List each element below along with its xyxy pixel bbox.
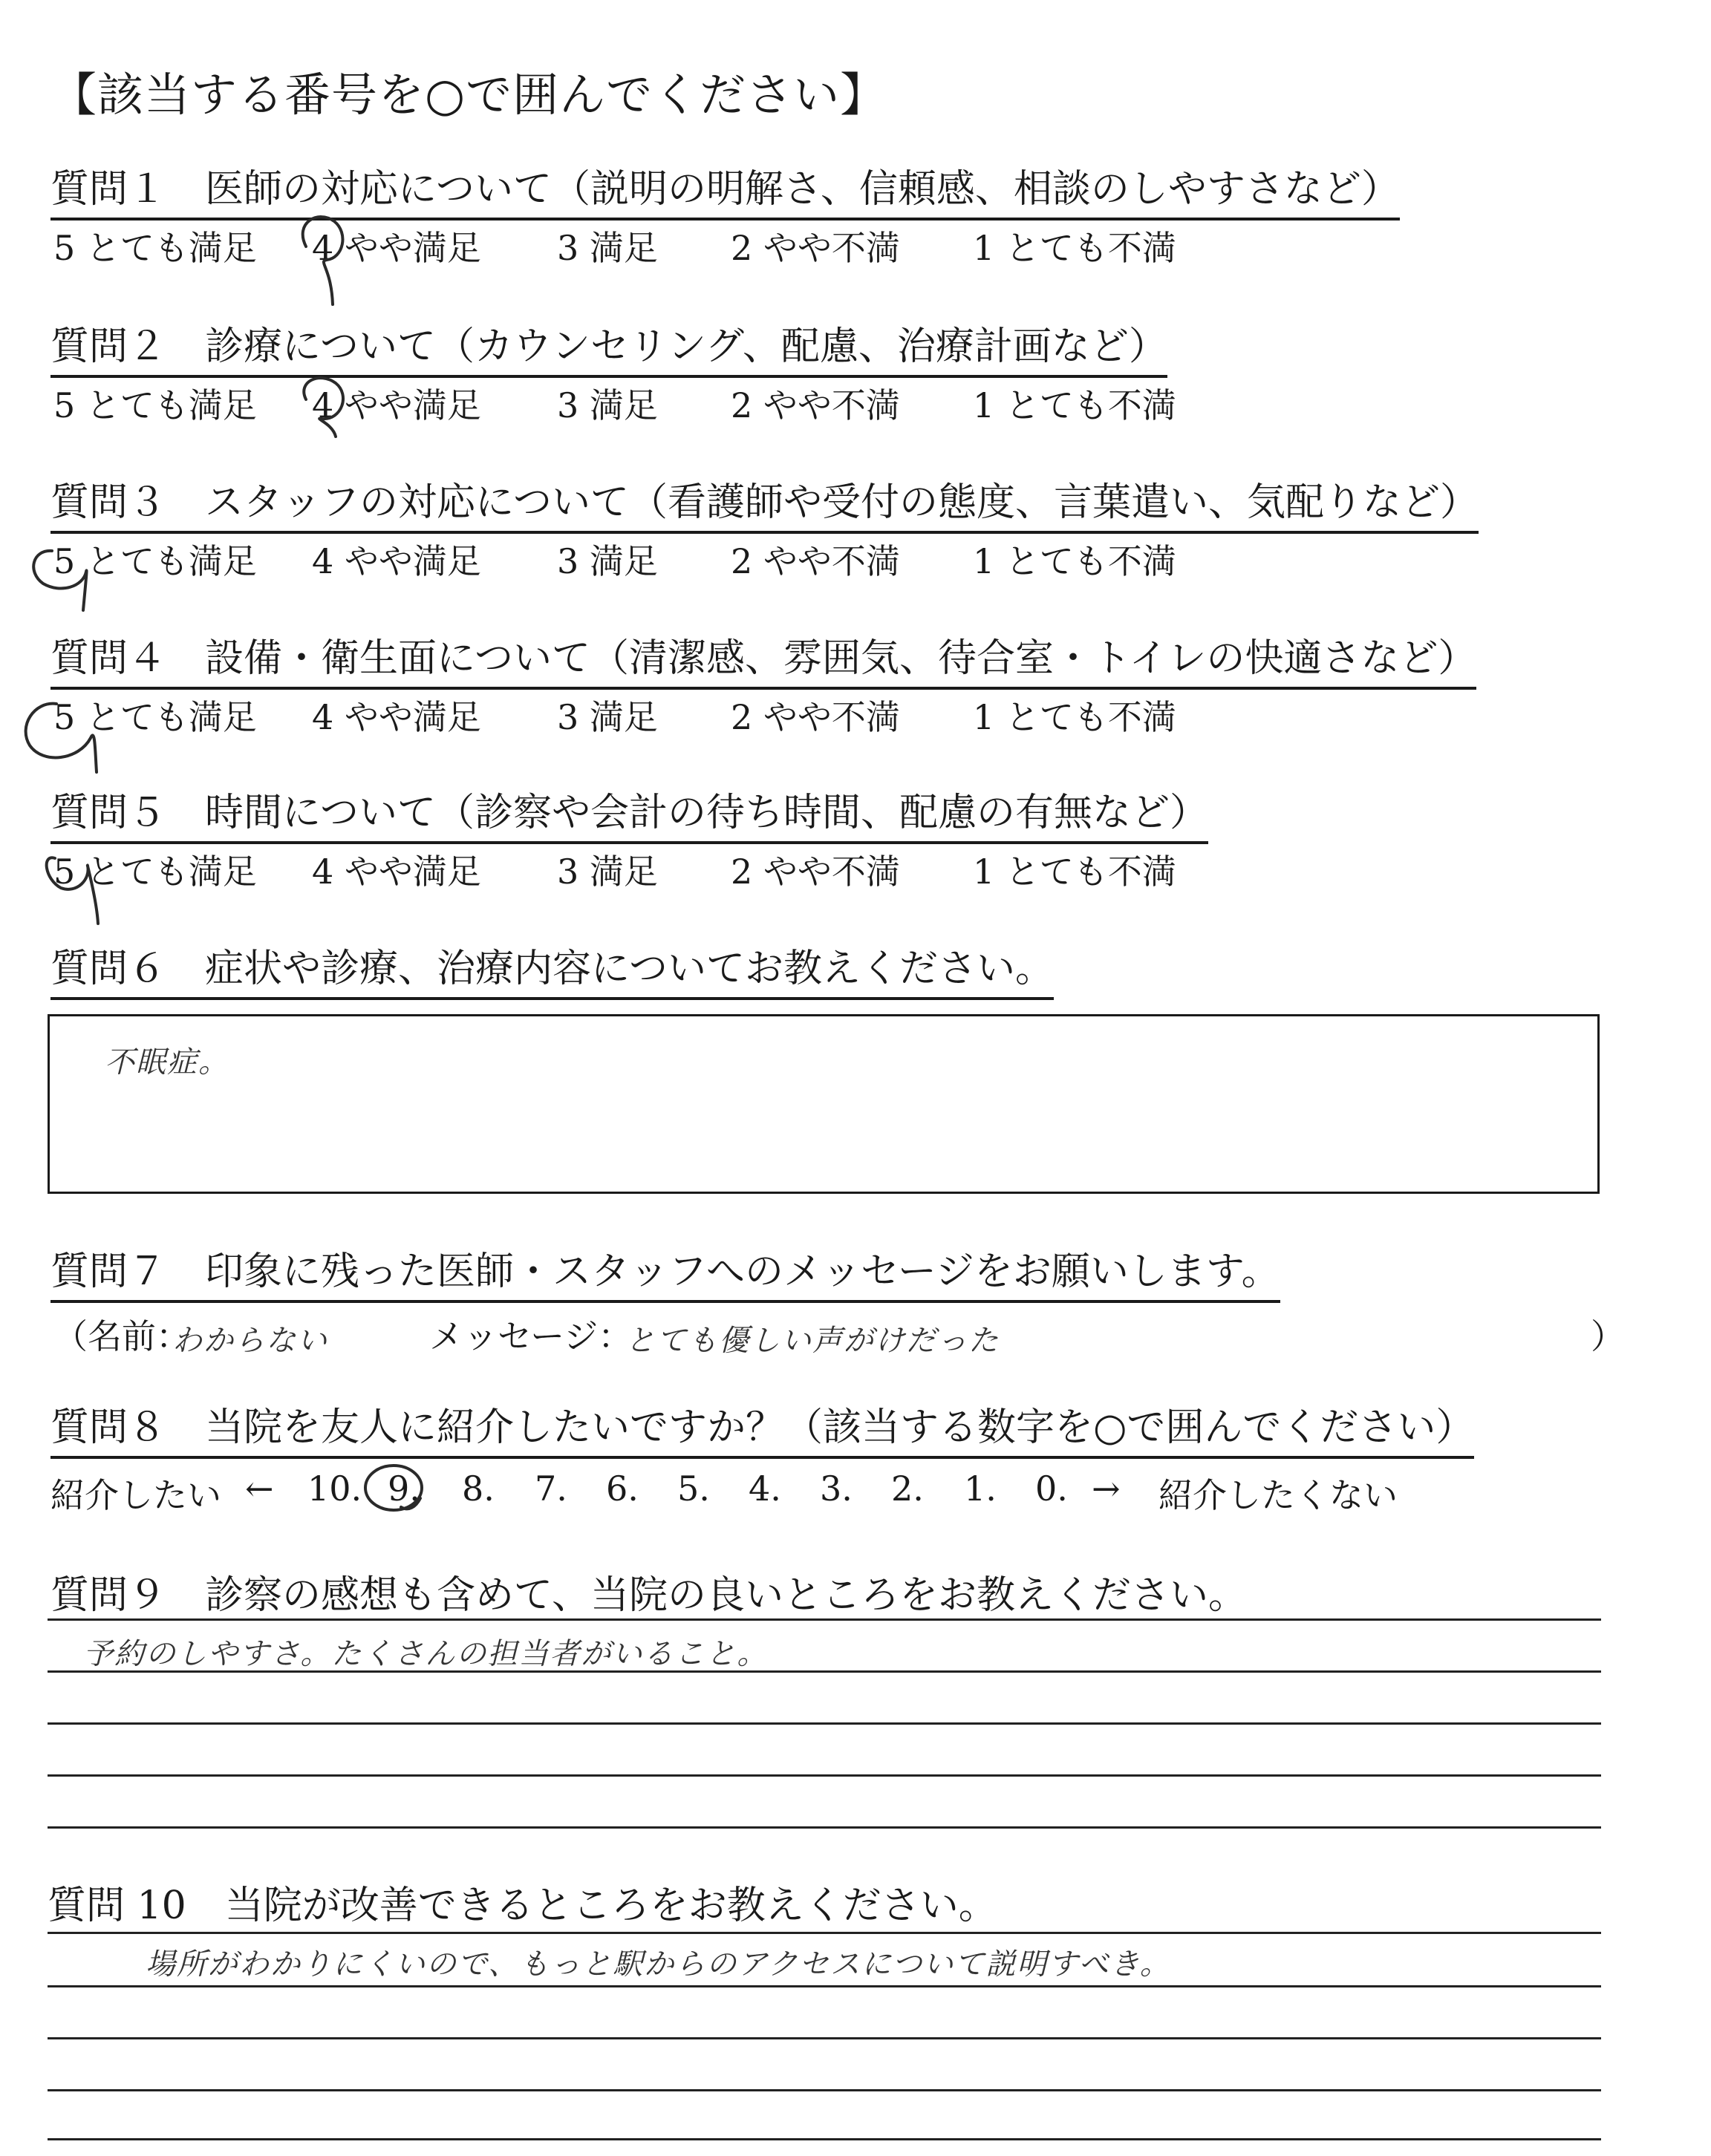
question-10-label: 質問 10 当院が改善できるところをお教えください。 [48,1884,997,1928]
q9-answer-text[interactable]: 予約のしやすさ。たくさんの担当者がいること。 [83,1637,769,1671]
q7-close-paren: ） [1591,1316,1625,1356]
question-6-label: 質問６ 症状や診療、治療内容についてお教えください。 [50,937,1054,1000]
q7-message-value[interactable]: とても優しい声がけだった [625,1324,1000,1358]
q10-line [48,1985,1601,1987]
q8-number-5[interactable]: 5. [677,1469,710,1509]
q8-number-1[interactable]: 1. [964,1469,997,1509]
q4-option-4[interactable]: 4 やや満足 [312,697,481,737]
question-4-label: 質問４ 設備・衛生面について（清潔感、雰囲気、待合室・トイレの快適さなど） [50,627,1476,690]
q7-message-label: メッセージ： [429,1316,633,1356]
q3-option-3[interactable]: 3 満足 [557,541,658,581]
q2-option-2[interactable]: 2 やや不満 [731,385,900,425]
q1-option-2[interactable]: 2 やや不満 [731,228,900,268]
q8-number-6[interactable]: 6. [606,1469,639,1509]
q7-name-value[interactable]: わからない [172,1324,328,1358]
q5-option-1[interactable]: 1 とても不満 [973,852,1176,892]
q9-line [48,1618,1601,1621]
q8-number-4[interactable]: 4. [749,1469,781,1509]
q3-option-5[interactable]: 5 とても満足 [53,541,257,581]
q8-right-arrow: → [1092,1469,1121,1509]
q8-number-0[interactable]: 0. [1035,1469,1068,1509]
q6-answer-box[interactable] [48,1014,1600,1194]
q10-line [48,2089,1601,2091]
form-title: 【該当する番号を○で囲んでください】 [50,68,887,122]
q4-option-3[interactable]: 3 満足 [557,697,658,737]
q8-number-7[interactable]: 7. [535,1469,567,1509]
q9-line [48,1774,1601,1777]
question-9-label: 質問９ 診察の感想も含めて、当院の良いところをお教えください。 [50,1573,1247,1618]
q8-right-label: 紹介したくない [1158,1475,1398,1515]
q4-option-1[interactable]: 1 とても不満 [973,697,1176,737]
q1-option-1[interactable]: 1 とても不満 [973,228,1176,268]
q2-option-4[interactable]: 4 やや満足 [312,385,481,425]
q9-line [48,1670,1601,1673]
question-1-label: 質問１ 医師の対応について（説明の明解さ、信頼感、相談のしやすさなど） [50,157,1400,220]
question-3-label: 質問３ スタッフの対応について（看護師や受付の態度、言葉遣い、気配りなど） [50,471,1479,534]
q4-option-2[interactable]: 2 やや不満 [731,697,900,737]
q8-number-2[interactable]: 2. [891,1469,924,1509]
question-5-label: 質問５ 時間について（診察や会計の待ち時間、配慮の有無など） [50,781,1208,844]
q5-option-2[interactable]: 2 やや不満 [731,852,900,892]
q2-option-5[interactable]: 5 とても満足 [53,385,257,425]
q8-left-label: 紹介したい [50,1475,221,1515]
q10-answer-text[interactable]: 場所がわかりにくいので、もっと駅からのアクセスについて説明すべき。 [146,1947,1171,1982]
q3-option-1[interactable]: 1 とても不満 [973,541,1176,581]
q4-option-5[interactable]: 5 とても満足 [53,697,257,737]
q9-line [48,1722,1601,1725]
q10-line [48,2138,1601,2140]
q10-line [48,2037,1601,2039]
q3-option-2[interactable]: 2 やや不満 [731,541,900,581]
question-8-label: 質問８ 当院を友人に紹介したいですか？（該当する数字を○で囲んでください） [50,1396,1474,1459]
q2-option-3[interactable]: 3 満足 [557,385,658,425]
q9-line [48,1826,1601,1829]
q5-option-5[interactable]: 5 とても満足 [53,852,257,892]
q3-option-4[interactable]: 4 やや満足 [312,541,481,581]
question-7-label: 質問７ 印象に残った医師・スタッフへのメッセージをお願いします。 [50,1240,1280,1303]
q1-option-3[interactable]: 3 満足 [557,228,658,268]
q5-option-4[interactable]: 4 やや満足 [312,852,481,892]
q10-line [48,1932,1601,1934]
q8-number-8[interactable]: 8. [462,1469,495,1509]
q7-name-label: （名前： [53,1316,190,1356]
q8-left-arrow: ← [245,1469,274,1509]
question-2-label: 質問２ 診療について（カウンセリング、配慮、治療計画など） [50,315,1167,378]
q1-option-4[interactable]: 4 やや満足 [312,228,481,268]
q2-option-1[interactable]: 1 とても不満 [973,385,1176,425]
q5-option-3[interactable]: 3 満足 [557,852,658,892]
q8-number-3[interactable]: 3. [820,1469,853,1509]
q6-answer-text: 不眠症。 [105,1045,229,1079]
q8-number-9[interactable]: 9. [388,1469,420,1509]
q8-number-10[interactable]: 10. [307,1469,362,1509]
q1-option-5[interactable]: 5 とても満足 [53,228,257,268]
